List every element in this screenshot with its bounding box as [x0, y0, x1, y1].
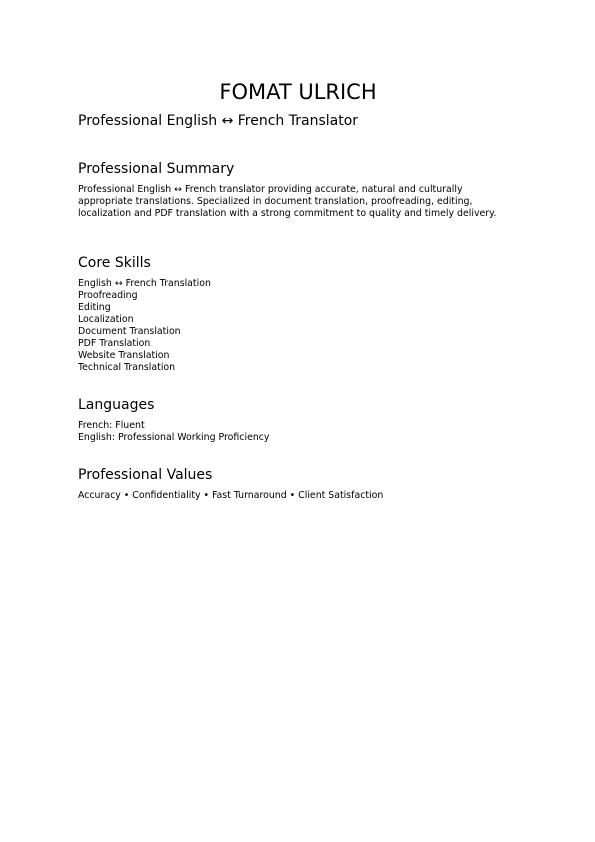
professional-summary-heading: Professional Summary: [78, 161, 235, 177]
language-item: French: Fluent: [78, 420, 145, 431]
languages-section: [78, 396, 518, 444]
languages-list: [78, 420, 518, 444]
candidate-title: Professional English ↔ French Translator: [78, 113, 359, 129]
skill-item: Editing: [78, 302, 111, 313]
candidate-name: FOMAT ULRICH: [219, 80, 377, 104]
core-skills-heading: Core Skills: [78, 255, 151, 271]
core-skills-section: [78, 254, 518, 374]
skill-item: Document Translation: [78, 326, 181, 337]
professional-summary-text: Professional English ↔ French translator providing accurate, natural and culturally appropriate translations. Specialized in document translation, proofreading, editing, localization and PDF translation with a strong commitment to quality and timely delivery.: [78, 184, 497, 219]
professional-values-heading: Professional Values: [78, 467, 213, 483]
language-item: English: Professional Working Proficiency: [78, 432, 270, 443]
skill-item: PDF Translation: [78, 338, 151, 349]
skill-item: Localization: [78, 314, 134, 325]
languages-heading: Languages: [78, 397, 155, 413]
skill-item: Proofreading: [78, 290, 138, 301]
professional-summary-section: [78, 160, 518, 220]
professional-values-text: Accuracy • Confidentiality • Fast Turnaround • Client Satisfaction: [78, 490, 384, 501]
skill-item: English ↔ French Translation: [78, 278, 211, 289]
skill-item: Technical Translation: [78, 362, 176, 373]
skill-item: Website Translation: [78, 350, 170, 361]
professional-values-section: [78, 466, 518, 502]
core-skills-list: [78, 278, 518, 374]
